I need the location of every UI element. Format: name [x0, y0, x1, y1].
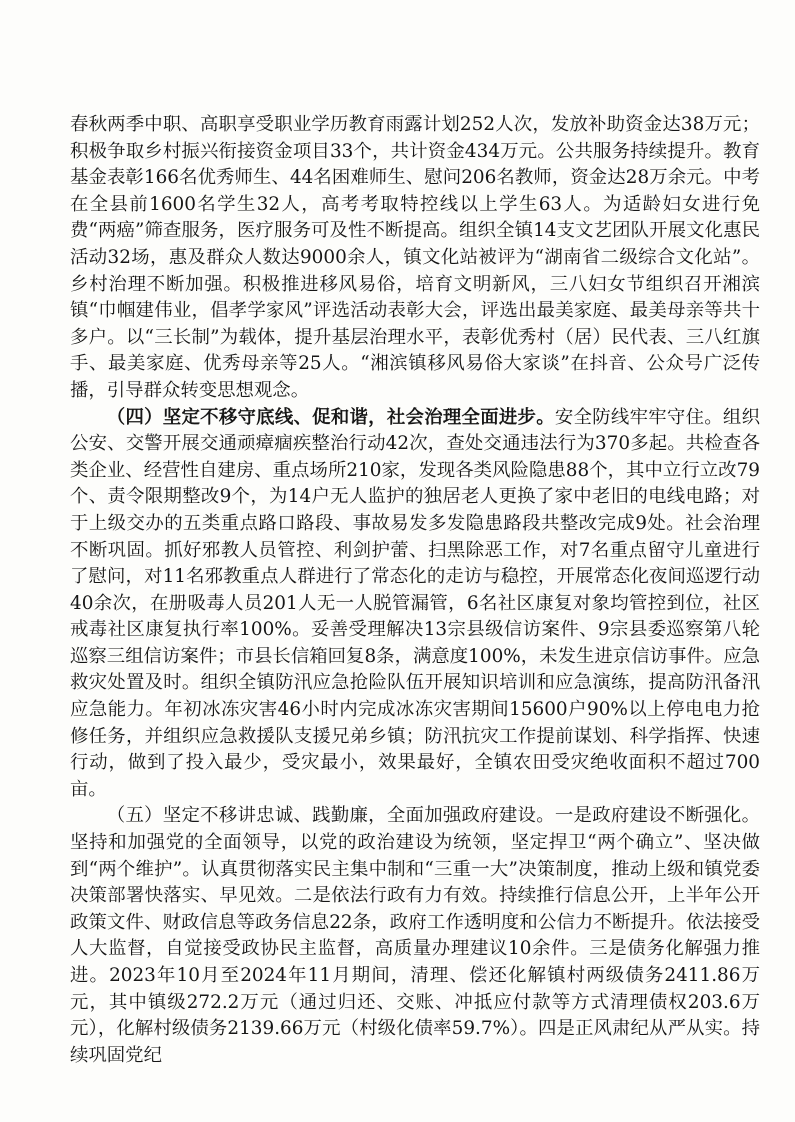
paragraph-section-four — [70, 405, 760, 804]
paragraph-text: （五）坚定不移讲忠诚、践勤廉，全面加强政府建设。一是政府建设不断强化。坚持和加强党的全面领导，以党的政治建设为统领，坚定捍卫“两个确立”、坚决做到“两个维护”。认真贯彻落实民主集中制和“三重一大”决策制度，推动上级和镇党委决策部署快落实、早见效。二是依法行政有力有效。持续推行信息公开，上半年公开政策文件、财政信息等政务信息22条，政府工作透明度和公信力不断提升。依法接受人大监督，自觉接受政协民主监督，高质量办理建议10余件。三是债务化解强力推进。2023年10月至2024年11月期间，清理、偿还化解镇村两级债务2411.86万元，其中镇级272.2万元（通过归还、交账、冲抵应付款等方式清理债权203.6万元），化解村级债务2139.66万元（村级化债率59.7%）。四是正风肃纪从严从实。持续巩固党纪 — [70, 805, 760, 1066]
section-heading: （四）坚定不移守底线、促和谐，社会治理全面进步。 — [106, 406, 555, 428]
paragraph-section-five — [70, 803, 760, 1069]
paragraph-text: 春秋两季中职、高职享受职业学历教育雨露计划252人次，发放补助资金达38万元；积极争取乡村振兴衔接资金项目33个，共计资金434万元。公共服务持续提升。教育基金表彰166名优秀师生、44名困难师生、慰问206名教师，资金达28万余元。中考在全县前1600名学生32人，高考考取特控线以上学生63人。为适龄妇女进行免费“两癌”筛查服务，医疗服务可及性不断提高。组织全镇14支文艺团队开展文化惠民活动32场，惠及群众人数达9000余人，镇文化站被评为“湖南省二级综合文化站”。乡村治理不断加强。积极推进移风易俗，培育文明新风，三八妇女节组织召开湘滨镇“巾帼建伟业，倡孝学家风”评选活动表彰大会，评选出最美家庭、最美母亲等共十多户。以“三长制”为载体，提升基层治理水平，表彰优秀村（居）民代表、三八红旗手、最美家庭、优秀母亲等25人。“湘滨镇移风易俗大家谈”在抖音、公众号广泛传播，引导群众转变思想观念。 — [70, 114, 760, 401]
paragraph-text: 安全防线牢牢守住。组织公安、交警开展交通顽瘴痼疾整治行动42次，查处交通违法行为370多起。共检查各类企业、经营性自建房、重点场所210家，发现各类风险隐患88个，其中立行立改79个、责令限期整改9个，为14户无人监护的独居老人更换了家中老旧的电线电路；对于上级交办的五类重点路口路段、事故易发多发隐患路段共整改完成9处。社会治理不断巩固。抓好邪教人员管控、利剑护蕾、扫黑除恶工作，对7名重点留守儿童进行了慰问，对11名邪教重点人群进行了常态化的走访与稳控，开展常态化夜间巡逻行动40余次，在册吸毒人员201人无一人脱管漏管，6名社区康复对象均管控到位，社区戒毒社区康复执行率100%。妥善受理解决13宗县级信访案件、9宗县委巡察第八轮巡察三组信访案件；市县长信箱回复8条，满意度100%，未发生进京信访事件。应急救灾处置及时。组织全镇防汛应急抢险队伍开展知识培训和应急演练，提高防汛备汛应急能力。年初冰冻灾害46小时内完成冰冻灾害期间15600户90%以上停电电力抢修任务，并组织应急救援队支援兄弟乡镇；防汛抗灾工作提前谋划、科学指挥、快速行动，做到了投入最少，受灾最小，效果最好，全镇农田受灾绝收面积不超过700亩。 — [70, 406, 760, 800]
paragraph-continuation — [70, 112, 760, 405]
document-body — [70, 112, 760, 1069]
